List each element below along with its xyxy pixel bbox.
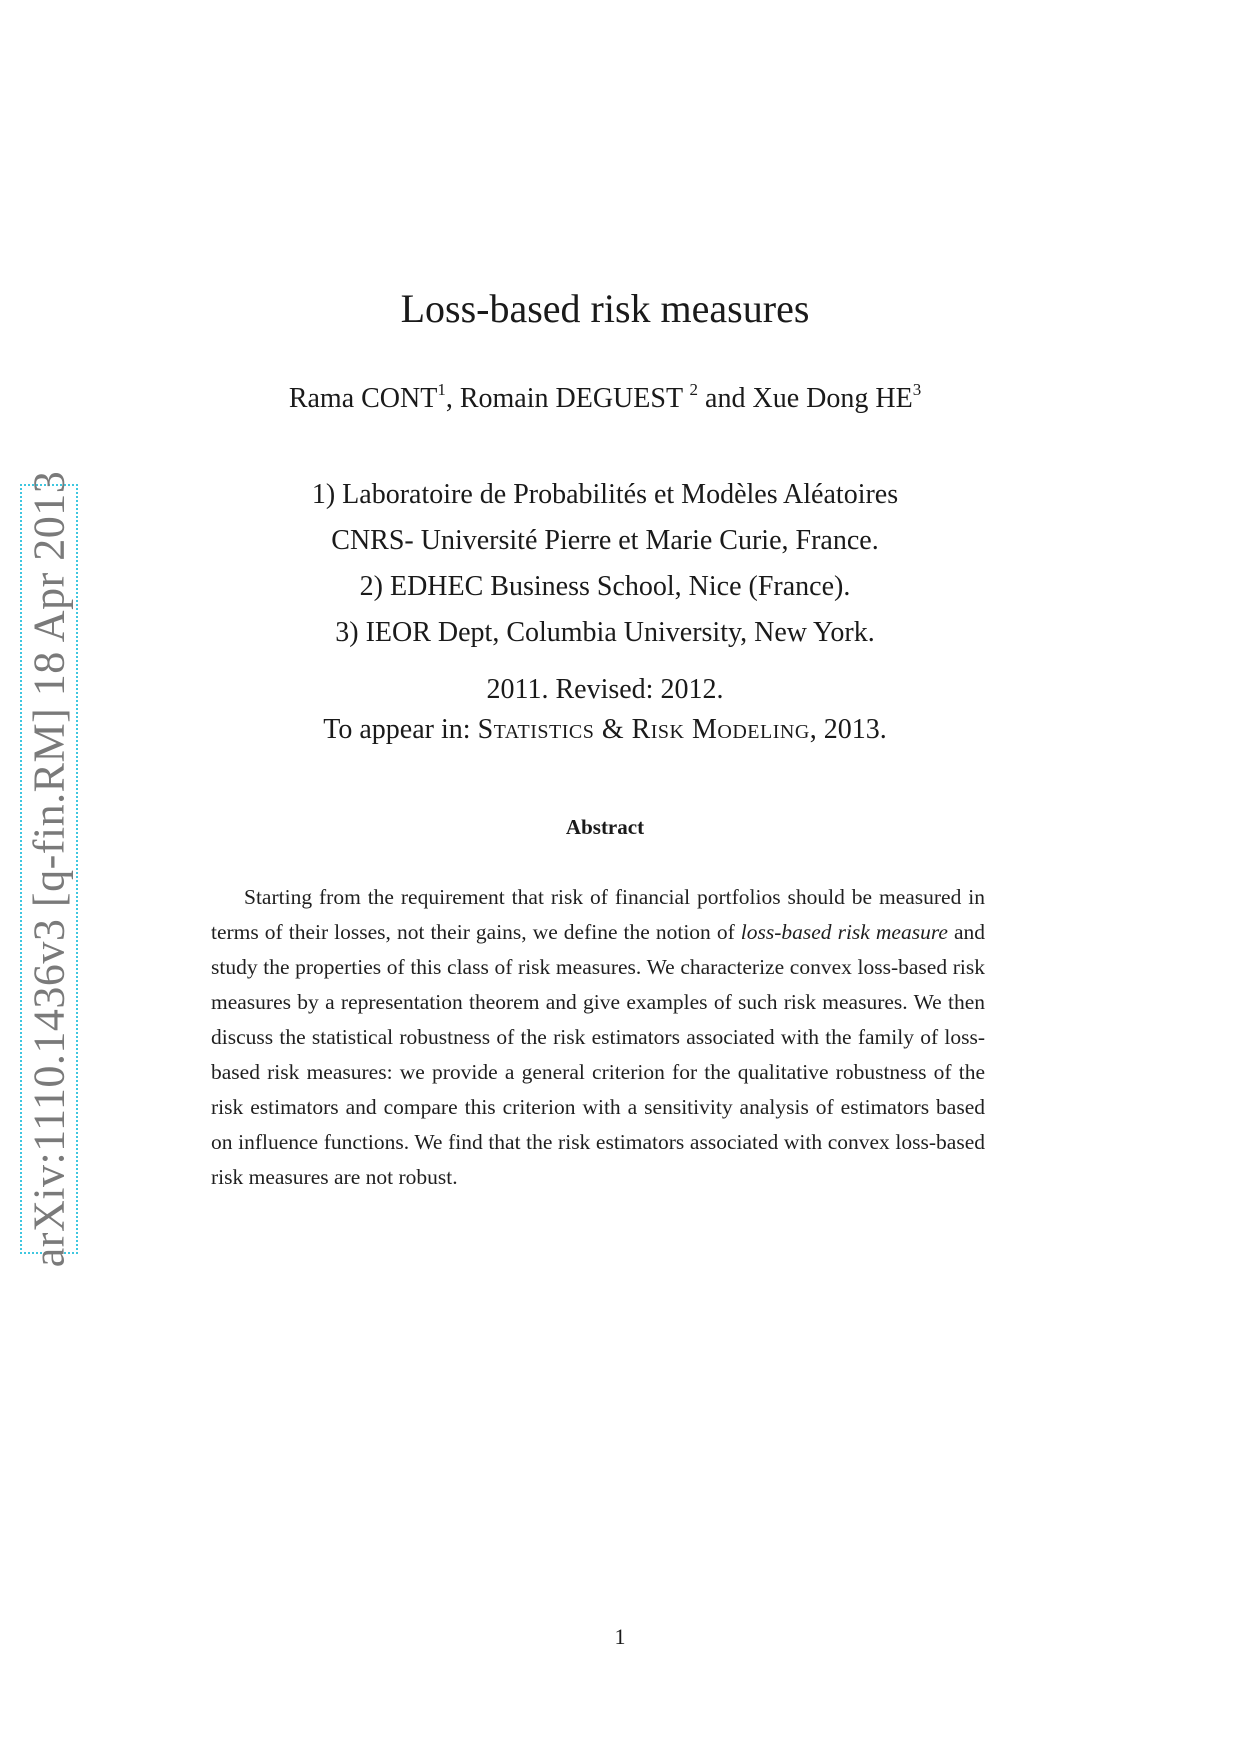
publication-dates [190, 670, 1020, 750]
abstract-text [211, 880, 985, 1195]
abstract-text-part: Starting from the requirement that risk of financial portfolios should be measured in terms of their losses, not their gains, we define the notion of [211, 884, 985, 944]
arxiv-stamp[interactable]: arXiv:1110.1436v3 [q-fin.RM] 18 Apr 2013 [24, 470, 74, 1268]
author-name: Romain DEGUEST [459, 383, 690, 414]
abstract-emphasis: loss-based risk measure [740, 919, 948, 944]
appear-suffix: , 2013. [809, 714, 887, 745]
journal-name: Statistics & Risk Modeling [477, 714, 810, 745]
affiliation-line: CNRS- Université Pierre et Marie Curie, France. [331, 525, 879, 556]
affiliation-line: 2) EDHEC Business School, Nice (France). [359, 571, 851, 602]
revision-line: 2011. Revised: 2012. [486, 674, 724, 705]
author-separator: and [698, 383, 753, 414]
abstract-text-part: and study the properties of this class of risk measures. We characterize convex loss-based risk measures by a representation theorem and give examples of such risk measures. We then discuss the statistical robustness of the risk estimators associated with the family of loss-based risk measures: we provide a general criterion for the qualitative robustness of the risk estimators and compare this criterion with a sensitivity analysis of estimators based on influence functions. We find that the risk estimators associated with convex loss-based risk measures are not robust. [211, 919, 986, 1189]
author-affiliation-mark: 2 [689, 380, 699, 399]
paper-title: Loss-based risk measures [400, 286, 810, 331]
page-number: 1 [614, 1624, 626, 1649]
appear-prefix: To appear in: [323, 714, 478, 745]
author-affiliation-mark: 3 [912, 380, 922, 399]
author-name: Xue Dong HE [752, 383, 913, 414]
author-name: Rama CONT [288, 383, 438, 414]
affiliation-line: 1) Laboratoire de Probabilités et Modèles Aléatoires [311, 479, 899, 510]
appear-line [190, 710, 1020, 750]
author-affiliation-mark: 1 [437, 380, 446, 399]
author-separator: , [445, 383, 460, 414]
affiliation-list [190, 472, 1020, 656]
abstract-heading: Abstract [565, 815, 645, 839]
author-list [190, 380, 1020, 415]
affiliation-line: 3) IEOR Dept, Columbia University, New York. [335, 617, 875, 648]
